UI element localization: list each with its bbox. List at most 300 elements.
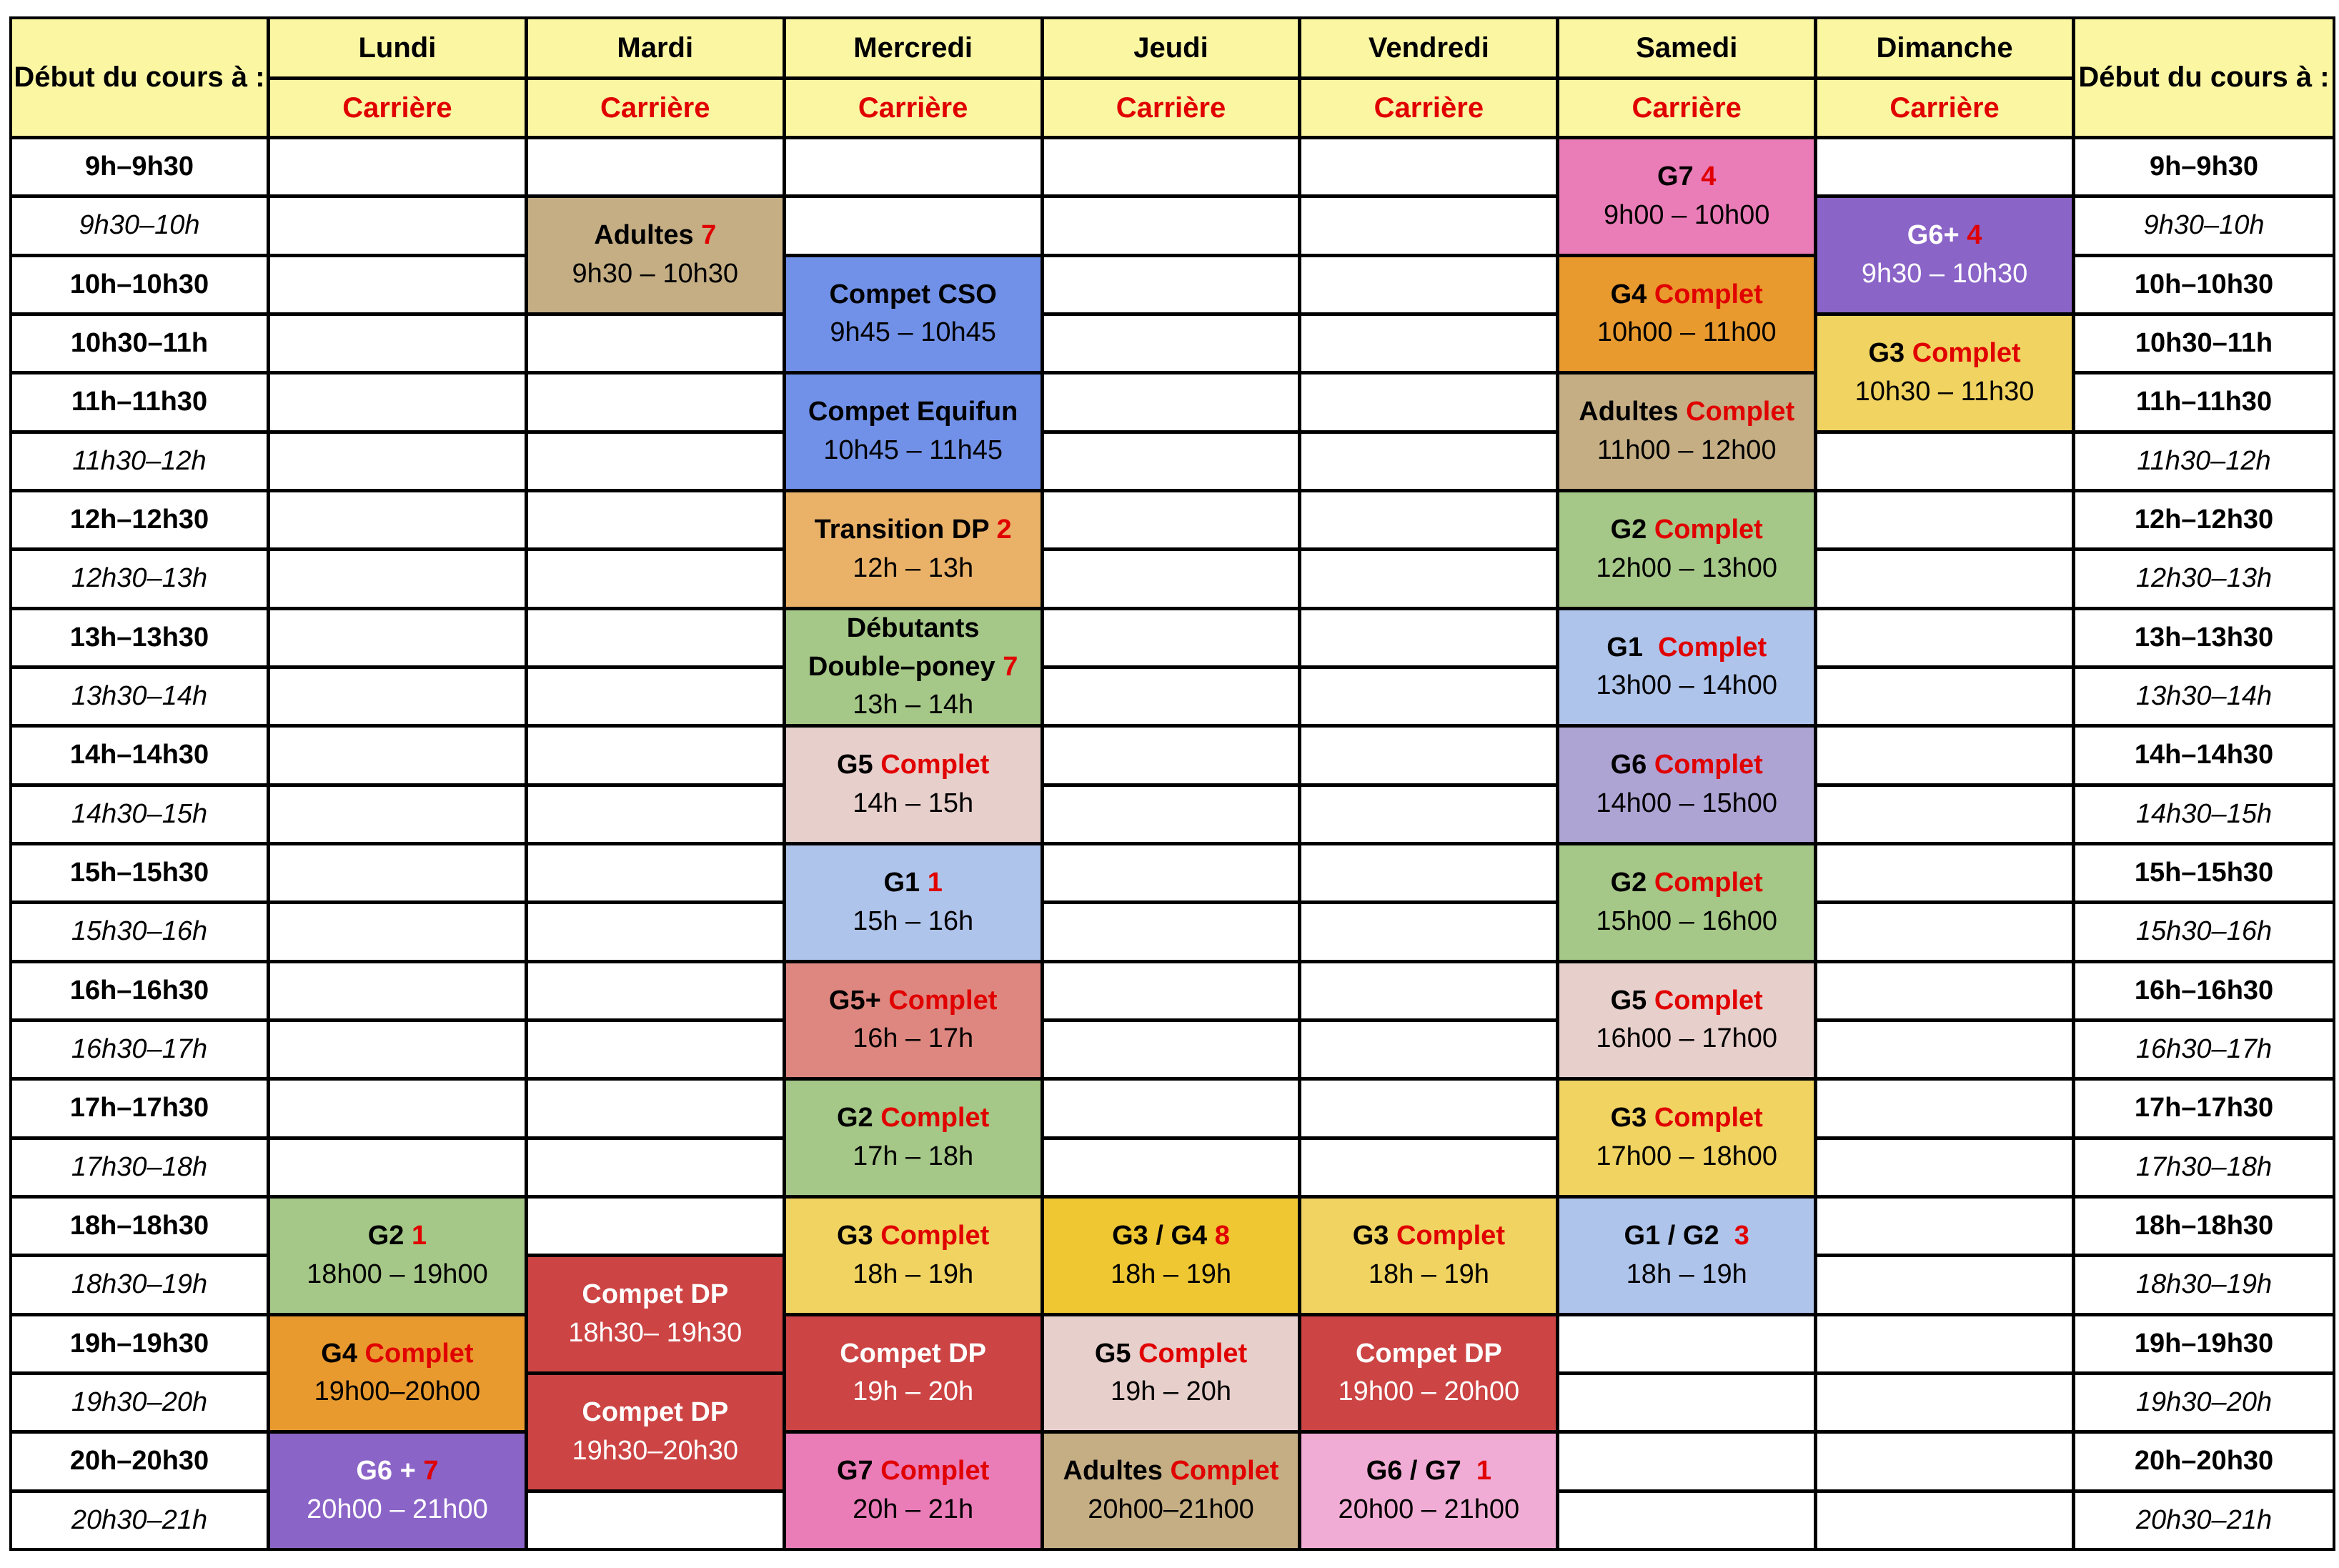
empty-cell (786, 139, 1041, 194)
course-text-segment: Adultes (1579, 397, 1687, 427)
course-block (1559, 374, 1814, 489)
time-cell-left: 16h–16h30 (12, 963, 267, 1018)
course-text-segment: 17h – 18h (853, 1141, 974, 1172)
course-text-segment: 3 (1734, 1220, 1749, 1251)
time-cell-right: 19h30–20h (2075, 1375, 2333, 1430)
course-time-line (1596, 1138, 1777, 1176)
empty-cell (1044, 434, 1298, 489)
time-cell-left: 11h30–12h (12, 434, 267, 489)
empty-cell (528, 492, 783, 547)
course-text-segment: 20h00 – 21h00 (307, 1494, 488, 1525)
course-text-segment: Adultes (1063, 1456, 1171, 1487)
time-cell-right: 17h–17h30 (2075, 1081, 2333, 1136)
empty-cell (1817, 904, 2072, 959)
empty-cell (1044, 610, 1298, 665)
course-time-line (853, 1020, 973, 1058)
empty-cell (1817, 845, 2072, 900)
empty-cell (1817, 728, 2072, 783)
course-text-segment: 10h00 – 11h00 (1596, 317, 1777, 348)
course-text-segment: 18h00 – 19h00 (307, 1259, 488, 1289)
time-column-header-right: Début du cours à : (2075, 19, 2333, 136)
course-title-line (368, 1217, 427, 1256)
empty-cell (528, 1199, 783, 1254)
course-text-segment: 1 (927, 867, 943, 898)
course-text-segment: 20h – 21h (853, 1494, 974, 1525)
day-header-samedi: Samedi (1559, 19, 1814, 76)
course-title-line (582, 1276, 728, 1314)
empty-cell (270, 316, 525, 371)
course-block (1559, 139, 1814, 254)
time-cell-left: 12h30–13h (12, 551, 267, 606)
empty-cell (270, 434, 525, 489)
course-text-segment: 19h00 – 20h00 (1338, 1376, 1520, 1407)
time-cell-left: 17h30–18h (12, 1140, 267, 1195)
course-text-segment: G2 (1610, 514, 1654, 545)
course-time-line (1862, 255, 2027, 294)
empty-cell (528, 787, 783, 842)
empty-cell (1301, 728, 1556, 783)
empty-cell (1044, 139, 1298, 194)
course-text-segment: 14h – 15h (853, 788, 974, 819)
course-block (786, 257, 1041, 372)
arena-subheader-mardi: Carrière (528, 80, 783, 136)
course-title-line (1611, 982, 1763, 1021)
time-cell-left: 18h–18h30 (12, 1199, 267, 1254)
course-text-segment: G3 / G4 (1112, 1220, 1215, 1251)
course-title-line (815, 511, 1012, 550)
course-time-line (853, 1138, 973, 1176)
arena-subheader-lundi: Carrière (270, 80, 525, 136)
empty-cell (270, 904, 525, 959)
course-time-line (830, 314, 995, 352)
course-text-segment: 20h00 – 21h00 (1338, 1494, 1520, 1525)
time-cell-right: 12h30–13h (2075, 551, 2333, 606)
course-text-segment: Complet (1396, 1220, 1505, 1251)
course-text-segment: 19h00–20h00 (314, 1376, 481, 1407)
empty-cell (528, 374, 783, 430)
course-time-line (853, 785, 973, 823)
course-block (1559, 610, 1814, 725)
time-cell-left: 20h30–21h (12, 1493, 267, 1548)
time-cell-right: 20h30–21h (2075, 1493, 2333, 1548)
empty-cell (1301, 492, 1556, 547)
course-title-line (829, 982, 997, 1021)
time-cell-left: 12h–12h30 (12, 492, 267, 547)
course-block (1817, 316, 2072, 430)
course-text-segment: Compet DP (1355, 1338, 1502, 1369)
empty-cell (1817, 963, 2072, 1018)
arena-subheader-mercredi: Carrière (786, 80, 1041, 136)
time-cell-right: 14h30–15h (2075, 787, 2333, 842)
course-text-segment: 1 (1476, 1456, 1491, 1487)
empty-cell (1559, 1434, 1814, 1489)
course-text-segment: 7 (1003, 651, 1018, 682)
course-text-segment: 2 (996, 514, 1012, 545)
empty-cell (270, 963, 525, 1018)
course-time-line (572, 1432, 738, 1471)
course-text-segment: Transition DP (814, 514, 997, 545)
empty-cell (1559, 1316, 1814, 1371)
course-title-line (356, 1452, 438, 1491)
course-block (786, 728, 1041, 842)
empty-cell (528, 610, 783, 665)
course-time-line (853, 550, 973, 588)
course-time-line (1855, 373, 2035, 412)
empty-cell (528, 1022, 783, 1077)
empty-cell (1301, 374, 1556, 430)
empty-cell (1301, 787, 1556, 842)
course-block (1044, 1434, 1298, 1548)
time-cell-left: 14h30–15h (12, 787, 267, 842)
course-text-segment: 20h00–21h00 (1088, 1494, 1254, 1525)
time-cell-right: 9h30–10h (2075, 198, 2333, 253)
course-text-segment: 18h – 19h (1626, 1259, 1747, 1289)
empty-cell (1817, 610, 2072, 665)
day-header-mardi: Mardi (528, 19, 783, 76)
empty-cell (1301, 198, 1556, 253)
course-text-segment: G6 + (356, 1456, 424, 1487)
empty-cell (1817, 787, 2072, 842)
course-text-segment: 9h00 – 10h00 (1603, 199, 1770, 230)
course-time-line (307, 1491, 488, 1529)
time-cell-left: 16h30–17h (12, 1022, 267, 1077)
course-title-line (1063, 1452, 1279, 1491)
empty-cell (528, 904, 783, 959)
time-cell-left: 19h–19h30 (12, 1316, 267, 1371)
course-block (528, 198, 783, 312)
course-block (1044, 1316, 1298, 1431)
course-text-segment: 1 (411, 1220, 427, 1251)
course-time-line (1596, 667, 1777, 705)
course-block (786, 610, 1041, 725)
course-time-line (1627, 1256, 1747, 1294)
course-block (786, 845, 1041, 960)
course-time-line (853, 686, 973, 724)
course-text-segment: G3 (837, 1220, 881, 1251)
course-text-segment: 13h00 – 14h00 (1596, 670, 1777, 701)
day-header-jeudi: Jeudi (1044, 19, 1298, 76)
course-block (270, 1316, 525, 1431)
course-text-segment: 15h00 – 16h00 (1596, 905, 1777, 936)
empty-cell (270, 257, 525, 312)
course-time-line (1604, 197, 1769, 235)
empty-cell (270, 610, 525, 665)
course-time-line (572, 255, 738, 294)
empty-cell (270, 374, 525, 430)
course-text-segment: 10h30 – 11h30 (1854, 376, 2035, 407)
empty-cell (1301, 316, 1556, 371)
empty-cell (1817, 1140, 2072, 1195)
empty-cell (528, 1493, 783, 1548)
course-text-segment: 12h00 – 13h00 (1596, 552, 1777, 583)
time-cell-left: 14h–14h30 (12, 728, 267, 783)
course-title-line (594, 217, 716, 255)
time-cell-right: 9h–9h30 (2075, 139, 2333, 194)
time-cell-right: 18h–18h30 (2075, 1199, 2333, 1254)
course-title-line (1657, 158, 1716, 197)
empty-cell (1301, 139, 1556, 194)
empty-cell (1301, 904, 1556, 959)
course-text-segment: Complet (1658, 632, 1767, 663)
empty-cell (528, 728, 783, 783)
course-text-segment: 18h – 19h (1368, 1259, 1489, 1289)
course-block (786, 1199, 1041, 1313)
empty-cell (1044, 904, 1298, 959)
course-block (270, 1199, 525, 1313)
course-text-segment: G5 (1094, 1338, 1139, 1369)
empty-cell (528, 963, 783, 1018)
time-cell-right: 13h–13h30 (2075, 610, 2333, 665)
empty-cell (1044, 669, 1298, 724)
time-cell-right: 16h–16h30 (2075, 963, 2333, 1018)
arena-subheader-vendredi: Carrière (1301, 80, 1556, 136)
empty-cell (528, 669, 783, 724)
empty-cell (1301, 610, 1556, 665)
time-cell-right: 12h–12h30 (2075, 492, 2333, 547)
time-cell-left: 13h–13h30 (12, 610, 267, 665)
course-block (786, 492, 1041, 607)
empty-cell (1044, 257, 1298, 312)
course-block (786, 374, 1041, 489)
course-title-line (1606, 629, 1767, 668)
course-text-segment: Complet (1654, 750, 1763, 780)
empty-cell (1817, 1199, 2072, 1254)
course-text-segment: 7 (423, 1456, 439, 1487)
empty-cell (1301, 963, 1556, 1018)
course-title-line (321, 1335, 473, 1374)
empty-cell (528, 551, 783, 606)
course-title-line (808, 648, 1018, 687)
course-text-segment: G3 (1868, 337, 1912, 368)
empty-cell (270, 1081, 525, 1136)
empty-cell (528, 1140, 783, 1195)
empty-cell (270, 551, 525, 606)
empty-cell (1817, 139, 2072, 194)
course-text-segment: Compet DP (582, 1279, 729, 1310)
course-time-line (1596, 785, 1777, 823)
empty-cell (1044, 845, 1298, 900)
time-cell-right: 19h–19h30 (2075, 1316, 2333, 1371)
course-text-segment: Complet (364, 1338, 474, 1369)
course-title-line (847, 610, 980, 648)
course-title-line (1356, 1335, 1502, 1374)
course-block (1559, 1199, 1814, 1313)
empty-cell (1559, 1375, 1814, 1430)
course-text-segment: 7 (701, 220, 717, 251)
empty-cell (1044, 374, 1298, 430)
course-block (1559, 963, 1814, 1078)
course-text-segment: Complet (1170, 1456, 1279, 1487)
course-text-segment: Complet (880, 1103, 990, 1133)
empty-cell (1301, 257, 1556, 312)
course-title-line (829, 276, 996, 314)
time-cell-right: 11h–11h30 (2075, 374, 2333, 430)
course-text-segment: 19h – 20h (853, 1376, 974, 1407)
empty-cell (1817, 551, 2072, 606)
empty-cell (1044, 1022, 1298, 1077)
empty-cell (1044, 1081, 1298, 1136)
time-cell-left: 10h30–11h (12, 316, 267, 371)
course-title-line (1611, 746, 1763, 785)
course-time-line (1111, 1256, 1231, 1294)
course-text-segment: G2 (367, 1220, 412, 1251)
time-cell-right: 13h30–14h (2075, 669, 2333, 724)
empty-cell (528, 316, 783, 371)
course-text-segment: 16h – 17h (853, 1023, 974, 1054)
course-title-line (1868, 334, 2020, 373)
course-title-line (582, 1394, 728, 1432)
empty-cell (1301, 551, 1556, 606)
course-text-segment: 8 (1214, 1220, 1230, 1251)
course-text-segment: G2 (1610, 867, 1654, 898)
time-cell-left: 11h–11h30 (12, 374, 267, 430)
course-text-segment: Complet (1654, 867, 1763, 898)
course-text-segment: G6 / G7 (1366, 1456, 1476, 1487)
empty-cell (270, 198, 525, 253)
empty-cell (1817, 1257, 2072, 1312)
course-text-segment: 9h30 – 10h30 (572, 259, 738, 289)
course-block (1559, 492, 1814, 607)
course-text-segment: G4 (1610, 279, 1654, 309)
empty-cell (1817, 434, 2072, 489)
time-cell-left: 13h30–14h (12, 669, 267, 724)
course-block (1817, 198, 2072, 312)
empty-cell (270, 728, 525, 783)
empty-cell (1817, 1434, 2072, 1489)
course-block (528, 1257, 783, 1371)
course-title-line (837, 1217, 989, 1256)
course-time-line (1339, 1491, 1520, 1529)
course-text-segment: 16h00 – 17h00 (1596, 1023, 1777, 1054)
course-time-line (1596, 903, 1777, 941)
course-text-segment: 18h – 19h (1110, 1259, 1232, 1289)
course-text-segment: G3 (1610, 1103, 1654, 1133)
course-text-segment: 15h – 16h (853, 905, 974, 936)
empty-cell (1301, 1022, 1556, 1077)
course-text-segment: 12h – 13h (853, 552, 974, 583)
course-block (786, 1434, 1041, 1548)
course-time-line (853, 1256, 973, 1294)
course-text-segment: Complet (880, 750, 990, 780)
time-cell-left: 9h–9h30 (12, 139, 267, 194)
course-text-segment: 11h00 – 12h00 (1596, 435, 1777, 466)
course-title-line (1611, 1099, 1763, 1138)
course-block (1301, 1316, 1556, 1431)
course-block (786, 963, 1041, 1078)
course-title-line (1624, 1217, 1749, 1256)
course-text-segment: G2 (837, 1103, 881, 1133)
course-text-segment: G1 / G2 (1624, 1220, 1734, 1251)
time-column-header-left: Début du cours à : (12, 19, 267, 136)
empty-cell (1301, 845, 1556, 900)
course-text-segment: 18h30– 19h30 (568, 1318, 743, 1349)
course-text-segment: 19h30–20h30 (572, 1435, 739, 1466)
course-time-line (307, 1256, 488, 1294)
course-time-line (1369, 1256, 1489, 1294)
empty-cell (1817, 669, 2072, 724)
empty-cell (1817, 1493, 2072, 1548)
course-text-segment: Compet Equifun (808, 397, 1018, 427)
course-text-segment: 4 (1967, 220, 1982, 251)
empty-cell (1817, 1022, 2072, 1077)
empty-cell (1044, 551, 1298, 606)
empty-cell (1044, 316, 1298, 371)
empty-cell (1301, 434, 1556, 489)
empty-cell (1044, 1140, 1298, 1195)
course-text-segment: G1 (883, 867, 928, 898)
time-cell-right: 20h–20h30 (2075, 1434, 2333, 1489)
course-title-line (1611, 864, 1763, 903)
course-block (1559, 845, 1814, 960)
day-header-dimanche: Dimanche (1817, 19, 2072, 76)
empty-cell (1301, 1140, 1556, 1195)
day-header-lundi: Lundi (270, 19, 525, 76)
schedule-table (9, 16, 2335, 1551)
empty-cell (1817, 1316, 2072, 1371)
course-title-line (837, 1099, 989, 1138)
course-title-line (1353, 1217, 1505, 1256)
day-header-vendredi: Vendredi (1301, 19, 1556, 76)
course-text-segment: Complet (1654, 279, 1763, 309)
course-block (1301, 1199, 1556, 1313)
time-cell-left: 15h–15h30 (12, 845, 267, 900)
empty-cell (270, 787, 525, 842)
course-block (1559, 257, 1814, 372)
course-text-segment: G3 (1352, 1220, 1396, 1251)
time-cell-right: 14h–14h30 (2075, 728, 2333, 783)
empty-cell (1044, 492, 1298, 547)
course-time-line (314, 1373, 480, 1411)
course-time-line (853, 903, 973, 941)
course-text-segment: G1 (1606, 632, 1659, 663)
course-text-segment: Complet (1654, 514, 1763, 545)
course-title-line (1611, 276, 1763, 314)
course-text-segment: Compet CSO (829, 279, 997, 309)
course-text-segment: Double–poney (808, 651, 1003, 682)
course-time-line (1596, 1020, 1777, 1058)
course-time-line (1088, 1491, 1253, 1529)
empty-cell (270, 1022, 525, 1077)
time-cell-left: 9h30–10h (12, 198, 267, 253)
time-cell-left: 18h30–19h (12, 1257, 267, 1312)
course-title-line (837, 1452, 989, 1491)
course-text-segment: Complet (1686, 397, 1795, 427)
course-block (270, 1434, 525, 1548)
course-title-line (1366, 1452, 1491, 1491)
course-block (786, 1316, 1041, 1431)
course-time-line (853, 1373, 973, 1411)
course-time-line (1597, 314, 1777, 352)
course-time-line (1111, 1373, 1231, 1411)
course-text-segment: Complet (888, 985, 998, 1016)
course-block (1301, 1434, 1556, 1548)
course-text-segment: Complet (1654, 1103, 1763, 1133)
course-text-segment: G5 (1610, 985, 1654, 1016)
course-block (1559, 1081, 1814, 1195)
course-title-line (840, 1335, 986, 1374)
course-block (1044, 1199, 1298, 1313)
course-title-line (1095, 1335, 1247, 1374)
course-text-segment: Complet (1654, 985, 1763, 1016)
course-text-segment: 13h – 14h (853, 690, 974, 720)
arena-subheader-samedi: Carrière (1559, 80, 1814, 136)
empty-cell (1301, 669, 1556, 724)
course-text-segment: Compet DP (582, 1396, 729, 1427)
time-cell-right: 18h30–19h (2075, 1257, 2333, 1312)
empty-cell (270, 1140, 525, 1195)
time-cell-right: 11h30–12h (2075, 434, 2333, 489)
course-text-segment: G4 (321, 1338, 365, 1369)
